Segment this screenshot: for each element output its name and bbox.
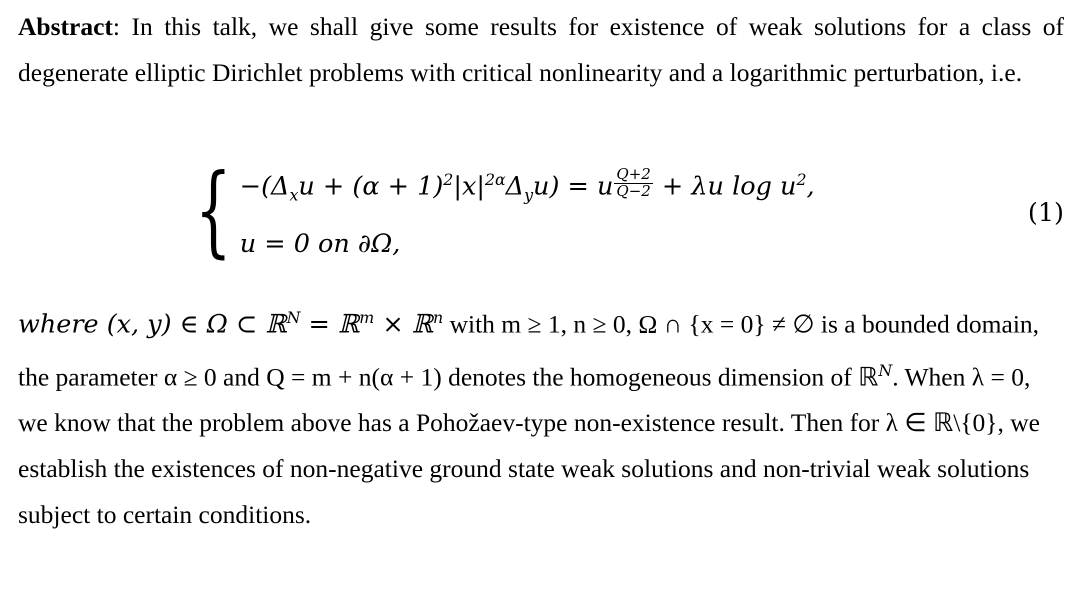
body-seg-1: where (x, y) ∈ Ω ⊂ ℝ [18,309,287,340]
equation-line-2: u = 0 on ∂Ω, [239,228,401,259]
eq-l1-exp1: 2 [443,170,454,189]
equation-body [193,154,815,270]
eq-l1-sub2: y [524,185,534,205]
body-paragraph [18,295,1064,538]
body-seg-2: = ℝ [300,309,360,340]
eq-l1-p1: −(Δ [239,171,290,202]
eq-l1-p4: Δ [505,171,525,202]
eq-l1-p3: |x| [453,171,485,202]
body-seg-5: . When λ = 0, we know that the problem above has a Pohožaev-type non-existence result. Then for λ ∈ ℝ\{0}, we establish the existences of non-negative ground state weak solutions and non-trivial weak solutions subject to certain conditions. [18,362,1040,529]
eq-l1-exp2: 2α [484,170,506,189]
body-seg-1-sup: N [286,308,301,327]
abstract-label: Abstract [18,12,113,41]
abstract-colon: : [112,12,120,41]
abstract-text: In this talk, we shall give some results for existence of weak solutions for a class of degenerate elliptic Dirichlet problems with critical nonlinearity and a logarithmic perturbation, i.e. [18,12,1064,87]
eq-l1-p5: u) = u [533,171,614,202]
eq-l1-sub1: x [289,185,299,205]
body-seg-4-sup: N [878,360,893,380]
eq-l1-p7: , [806,171,815,202]
left-brace: { [195,154,232,270]
equation-number: (1) [1027,198,1064,228]
eq-l1-frac-den: Q−2 [616,181,651,200]
body-seg-3-sup: n [433,308,444,327]
eq-l1-fraction [614,167,652,200]
abstract-section [18,4,1064,96]
body-seg-4: with m ≥ 1, n ≥ 0, Ω ∩ {x = 0} ≠ ∅ is a bounded domain, the parameter α ≥ 0 and Q = m + n(α + 1) denotes the homogeneous dimension of ℝ [18,309,1040,391]
body-seg-2-sup: m [359,308,375,327]
body-section [18,295,1064,538]
body-seg-3: × ℝ [374,309,433,340]
eq-l1-p2: u + (α + 1) [298,171,444,202]
eq-l1-frac-num: Q+2 [616,165,651,183]
display-equation [18,154,1064,280]
abstract-paragraph [18,4,1064,96]
eq-l1-exp3: 2 [796,170,807,189]
equation-line-1 [240,160,815,216]
eq-l1-p6: + λu log u [653,171,797,202]
equation-lines [240,160,815,264]
